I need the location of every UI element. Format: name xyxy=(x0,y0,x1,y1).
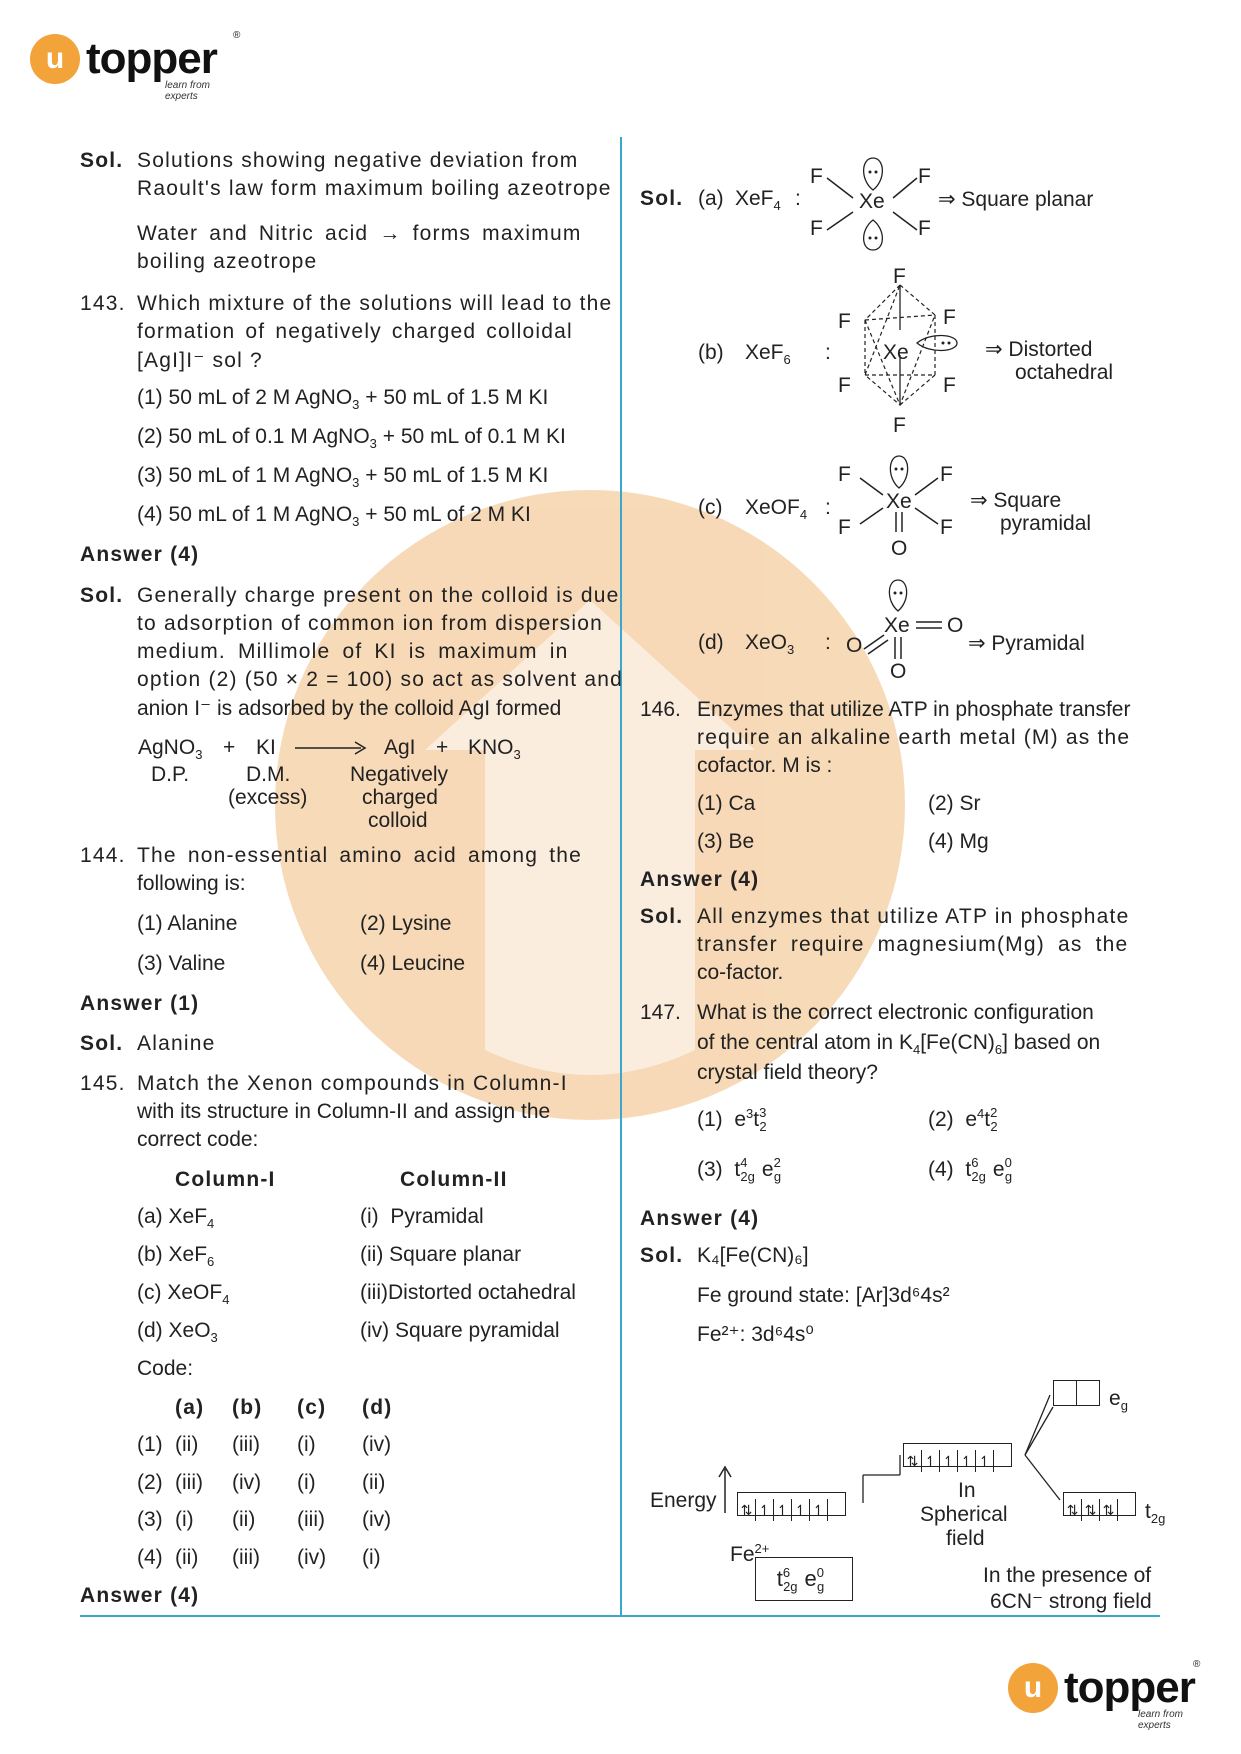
t2g-label: $t_{2g}$ xyxy=(1145,1500,1166,1527)
energy-arrow-icon xyxy=(715,1465,735,1515)
logo-mark-icon: u xyxy=(1008,1663,1058,1713)
question-text: Which mixture of the solutions will lead to the xyxy=(137,292,613,315)
sol-text: All enzymes that utilize ATP in phosphate xyxy=(697,905,1130,928)
formula: XeF$_6$ xyxy=(745,341,791,368)
atom-label: F xyxy=(940,516,953,539)
option-item: (4) Mg xyxy=(928,830,989,853)
question-text: What is the correct electronic configuration xyxy=(697,1001,1094,1024)
sol-text: anion I⁻ is adsorbed by the colloid AgI formed xyxy=(137,697,562,720)
atom-label: F xyxy=(918,165,931,188)
sol-label: Sol. xyxy=(640,1244,684,1267)
sol-text: boiling azeotrope xyxy=(137,250,318,273)
atom-label: Xe xyxy=(886,490,912,513)
answer: Answer (4) xyxy=(640,1207,760,1230)
ground-state: Fe ground state: [Ar]3d⁶4s² xyxy=(697,1284,950,1307)
question-text: cofactor. M is : xyxy=(697,754,833,777)
option-item: (1) $e^3t_{32}$ xyxy=(697,1105,767,1135)
question-number: 144. xyxy=(80,844,126,867)
logo-text: topper xyxy=(86,34,217,83)
option-item: (4) $t_{62g}$ $e_{0g}$ xyxy=(928,1155,1013,1185)
atom-label: O xyxy=(890,660,907,683)
spherical-orbital-boxes: ⇅ ↿ ↿ ↿ ↿ xyxy=(903,1443,1012,1467)
colon: : xyxy=(825,631,831,654)
structure-result: ⇒ Pyramidal xyxy=(968,632,1085,655)
structure-result: pyramidal xyxy=(1000,512,1092,535)
logo-text: topper xyxy=(1064,1663,1195,1712)
colon: : xyxy=(825,341,831,364)
diagram-label: 6CN⁻ strong field xyxy=(990,1590,1152,1613)
option-item: (2) 50 mL of 0.1 M AgNO$_3$ + 50 mL of 0.1 M KI xyxy=(137,425,566,452)
option-item: (3) Be xyxy=(697,830,755,853)
fe2-orbital-boxes: ⇅ ↿ ↿ ↿ ↿ xyxy=(737,1492,846,1516)
answer: Answer (1) xyxy=(80,992,200,1015)
match-row: (iv) Square pyramidal xyxy=(360,1319,560,1342)
option-item: (1) 50 mL of 2 M AgNO$_3$ + 50 mL of 1.5 M KI xyxy=(137,386,549,413)
colon: : xyxy=(795,187,801,210)
atom-label: F xyxy=(943,306,956,329)
option-item: (2) Sr xyxy=(928,792,981,815)
question-text: of the central atom in $K_4[Fe(CN)_6]$ based on xyxy=(697,1031,1101,1058)
t2g-orbital-boxes: ⇅ ⇅ ⇅ xyxy=(1063,1492,1136,1516)
energy-label: Energy xyxy=(650,1489,717,1512)
sol-label: Sol. xyxy=(640,187,684,210)
footer-logo xyxy=(1008,1659,1201,1731)
column-header: Column-II xyxy=(400,1168,508,1191)
column-divider xyxy=(620,137,622,1617)
formula: XeF$_4$ xyxy=(735,187,781,214)
sol-formula: K₄[Fe(CN)₆] xyxy=(697,1244,809,1267)
match-row: (c) XeOF$_4$ xyxy=(137,1281,230,1308)
sol-text: Alanine xyxy=(137,1032,216,1055)
final-config-box: $t_{62g}$ $e_{0g}$ xyxy=(755,1557,853,1601)
option-item: (4) 50 mL of 1 M AgNO$_3$ + 50 mL of 2 M KI xyxy=(137,503,531,530)
question-text: following is: xyxy=(137,872,246,895)
logo-mark-icon: u xyxy=(30,34,80,84)
atom-label: O xyxy=(846,634,863,657)
atom-label: F xyxy=(838,516,851,539)
header-logo xyxy=(30,30,241,102)
match-row: (i) Pyramidal xyxy=(360,1205,484,1228)
bottom-rule xyxy=(80,1615,1160,1617)
atom-label: Xe xyxy=(884,614,910,637)
atom-label: F xyxy=(810,217,823,240)
logo-reg: ® xyxy=(1193,1659,1201,1670)
atom-label: F xyxy=(943,374,956,397)
question-number: 145. xyxy=(80,1072,126,1095)
sol-label: Sol. xyxy=(80,584,124,607)
sol-text: to adsorption of common ion from dispersion xyxy=(137,612,603,635)
atom-label: F xyxy=(838,310,851,333)
diagram-label: Spherical xyxy=(920,1503,1008,1526)
reaction-arrow-icon xyxy=(295,738,367,758)
option-item: (2) $e^4t_{22}$ xyxy=(928,1105,998,1135)
atom-label: F xyxy=(918,217,931,240)
question-number: 147. xyxy=(640,1001,681,1024)
atom-label: F xyxy=(810,165,823,188)
option-item: (3) 50 mL of 1 M AgNO$_3$ + 50 mL of 1.5 M KI xyxy=(137,464,549,491)
option-item: (2) Lysine xyxy=(360,912,452,935)
sol-text: option (2) (50 × 2 = 100) so act as solvent and xyxy=(137,668,623,691)
structure-result: ⇒ Distorted xyxy=(985,338,1093,361)
part-label: (b) xyxy=(698,341,724,364)
atom-label: Xe xyxy=(859,190,885,213)
answer: Answer (4) xyxy=(80,543,200,566)
sol-text: Generally charge present on the colloid is due xyxy=(137,584,620,607)
sol-text: Solutions showing negative deviation from xyxy=(137,149,579,172)
atom-label: F xyxy=(838,374,851,397)
column-header: Column-I xyxy=(175,1168,276,1191)
sol-label: Sol. xyxy=(640,905,684,928)
question-text: Enzymes that utilize ATP in phosphate transfer xyxy=(697,698,1131,721)
structure-result: ⇒ Square planar xyxy=(938,188,1094,211)
part-label: (c) xyxy=(698,496,723,519)
atom-label: F xyxy=(893,414,906,437)
match-row: (iii)Distorted octahedral xyxy=(360,1281,576,1304)
splitting-lines xyxy=(840,1385,1070,1515)
fe2-config: Fe²⁺: 3d⁶4s⁰ xyxy=(697,1323,814,1346)
atom-label: F xyxy=(893,265,906,288)
colon: : xyxy=(825,496,831,519)
question-text: require an alkaline earth metal (M) as the xyxy=(697,726,1131,749)
diagram-label: In xyxy=(958,1479,976,1502)
match-row: (a) XeF$_4$ xyxy=(137,1205,215,1232)
atom-label: O xyxy=(891,537,908,560)
match-row: (b) XeF$_6$ xyxy=(137,1243,215,1270)
answer: Answer (4) xyxy=(640,868,760,891)
option-item: (3) Valine xyxy=(137,952,226,975)
question-text: Match the Xenon compounds in Column-I xyxy=(137,1072,568,1095)
fe-label: $Fe^{2+}$ xyxy=(730,1541,770,1566)
option-item: (4) Leucine xyxy=(360,952,466,975)
question-text: The non-essential amino acid among the xyxy=(137,844,582,867)
question-text: correct code: xyxy=(137,1128,259,1151)
formula: XeO$_3$ xyxy=(745,631,795,658)
part-label: (d) xyxy=(698,631,724,654)
diagram-label: field xyxy=(946,1527,985,1550)
sol-text: Raoult's law form maximum boiling azeotrope xyxy=(137,177,612,200)
logo-tagline: learn from experts xyxy=(1138,1709,1184,1731)
structure-result: octahedral xyxy=(1015,361,1114,384)
part-label: (a) xyxy=(698,187,724,210)
code-label: Code: xyxy=(137,1357,194,1380)
atom-label: Xe xyxy=(883,341,909,364)
option-item: (1) Ca xyxy=(697,792,756,815)
option-item: (3) $t_{42g}$ $e_{2g}$ xyxy=(697,1155,782,1185)
atom-label: F xyxy=(838,463,851,486)
match-row: (ii) Square planar xyxy=(360,1243,522,1266)
sol-text: transfer require magnesium(Mg) as the xyxy=(697,933,1129,956)
sol-text: co-factor. xyxy=(697,961,784,984)
sol-text: Water and Nitric acid → forms maximum xyxy=(137,222,582,245)
question-number: 146. xyxy=(640,698,681,721)
atom-label: F xyxy=(940,463,953,486)
sol-text: medium. Millimole of KI is maximum in xyxy=(137,640,569,663)
answer: Answer (4) xyxy=(80,1584,200,1607)
sol-label: Sol. xyxy=(80,1032,124,1055)
diagram-label: In the presence of xyxy=(983,1564,1152,1587)
formula: XeOF$_4$ xyxy=(745,496,808,523)
eg-label: $e_g$ xyxy=(1109,1387,1128,1414)
question-text: crystal field theory? xyxy=(697,1061,878,1084)
question-text: [AgI]I⁻ sol ? xyxy=(137,349,263,372)
structure-result: ⇒ Square xyxy=(970,489,1062,512)
question-text: with its structure in Column-II and assign the xyxy=(137,1100,551,1123)
option-item: (1) Alanine xyxy=(137,912,238,935)
logo-tagline: learn from experts xyxy=(165,80,211,102)
logo-reg: ® xyxy=(233,30,241,41)
match-row: (d) XeO$_3$ xyxy=(137,1319,218,1346)
question-text: formation of negatively charged colloidal xyxy=(137,320,573,343)
xef6-structure-icon xyxy=(845,270,985,420)
atom-label: O xyxy=(947,614,964,637)
question-number: 143. xyxy=(80,292,126,315)
sol-label: Sol. xyxy=(80,149,124,172)
